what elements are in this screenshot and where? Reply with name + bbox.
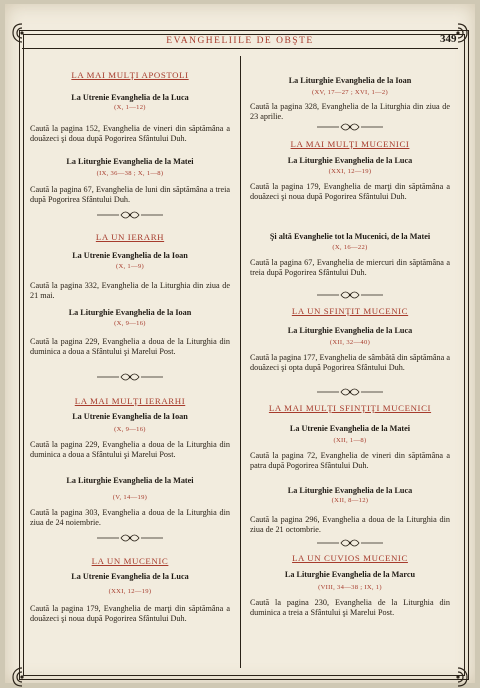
reading-heading: La Liturghie Evanghelia de la Marcu	[284, 570, 416, 579]
floral-divider-icon	[250, 388, 450, 396]
reading-text: Caută la pagina 179, Evanghelia de marţi din săptămâna a douăzeci şi noua după Pogorirea Sfântului Duh.	[250, 182, 450, 201]
reading-text: Caută la pagina 67, Evanghelia de luni din săptămâna a treia după Pogorirea Sfântului Duh.	[30, 185, 230, 204]
floral-divider-icon	[30, 534, 230, 542]
running-head: EVANGHELIILE DE OBŞTE	[166, 36, 314, 46]
reading-heading: La Liturghie Evanghelia de la Luca	[287, 486, 413, 495]
scripture-reference: (IX, 36—38 ; X, 1—8)	[96, 170, 164, 177]
reading-text: Caută la pagina 177, Evanghelia de sâmbătă din săptămâna a douăzeci şi opta după Pogorirea Sfântului Duh.	[250, 353, 450, 372]
corner-flourish-icon	[447, 666, 469, 688]
reading-text: Caută la pagina 229, Evanghelia a doua de la Liturghia din duminica a doua a Sfântului şi Marelui Post.	[30, 337, 230, 356]
reading-heading: La Liturghie Evanghelia de la Matei	[66, 476, 194, 485]
scripture-reference: (VIII, 34—38 ; IX, 1)	[318, 584, 382, 591]
floral-divider-icon	[250, 539, 450, 547]
section-title: LA UN SFINŢIT MUCENIC	[291, 306, 409, 316]
section-title: LA UN IERARH	[95, 232, 165, 242]
header-rule	[22, 48, 458, 49]
reading-text: Caută la pagina 328, Evanghelia de la Liturghia din ziua de 23 aprilie.	[250, 102, 450, 121]
scripture-reference: (XII, 1—8)	[333, 437, 367, 444]
reading-heading: La Liturghie Evanghelia de la Ioan	[288, 76, 412, 85]
scripture-reference: (XII, 8—12)	[331, 497, 369, 504]
section-title: LA MAI MULŢI MUCENICI	[290, 139, 410, 149]
section-title: LA MAI MULŢI IERARHI	[74, 396, 186, 406]
reading-heading: La Liturghie Evanghelia de la Luca	[287, 156, 413, 165]
scripture-reference: (X, 1—12)	[114, 104, 146, 111]
reading-heading: La Utrenie Evanghelia de la Ioan	[72, 251, 188, 260]
floral-divider-icon	[30, 211, 230, 219]
floral-divider-icon	[30, 373, 230, 381]
scripture-reference: (X, 16—22)	[332, 244, 368, 251]
reading-heading: La Utrenie Evanghelia de la Luca	[71, 572, 189, 581]
page-number: 349	[440, 33, 457, 45]
reading-heading: La Utrenie Evanghelia de la Ioan	[72, 412, 188, 421]
reading-text: Caută la pagina 229, Evanghelia a doua de la Liturghia din duminica a doua a Sfântului şi Marelui Post.	[30, 440, 230, 459]
scripture-reference: (V, 14—19)	[112, 494, 148, 501]
reading-text: Caută la pagina 230, Evanghelia de la Liturghia din duminica a treia a Sfântului şi Marelui Post.	[250, 598, 450, 617]
reading-heading: La Liturghie Evanghelia de la Ioan	[68, 308, 192, 317]
scripture-reference: (XII, 32—40)	[329, 339, 371, 346]
reading-heading: La Liturghie Evanghelia de la Matei	[66, 157, 194, 166]
scripture-reference: (XXI, 12—19)	[108, 588, 152, 595]
scripture-reference: (XXI, 12—19)	[328, 168, 372, 175]
reading-text: Caută la pagina 332, Evanghelia de la Liturghia din ziua de 21 mai.	[30, 281, 230, 300]
reading-text: Caută la pagina 72, Evanghelia de vineri din săptămâna a patra după Pogorirea Sfântului Duh.	[250, 451, 450, 470]
floral-divider-icon	[250, 291, 450, 299]
section-title: LA UN MUCENIC	[91, 556, 169, 566]
reading-heading: La Utrenie Evanghelia de la Matei	[289, 424, 411, 433]
reading-heading: Şi altă Evanghelie tot la Mucenici, de la Matei	[269, 232, 431, 241]
scripture-reference: (X, 1—9)	[115, 263, 145, 270]
reading-text: Caută la pagina 179, Evanghelia de marţi din săptămâna a douăzeci şi noua după Pogorirea Sfântului Duh.	[30, 604, 230, 623]
floral-divider-icon	[250, 123, 450, 131]
scripture-reference: (XV, 17—27 ; XVI, 1—2)	[311, 89, 389, 96]
corner-flourish-icon	[11, 666, 33, 688]
section-title: LA UN CUVIOS MUCENIC	[292, 553, 408, 563]
reading-heading: La Liturghie Evanghelia de la Luca	[287, 326, 413, 335]
section-title: LA MAI MULŢI APOSTOLI	[71, 70, 189, 80]
reading-text: Caută la pagina 67, Evanghelia de miercuri din săptămâna a treia după Pogorirea Sfântului Duh.	[250, 258, 450, 277]
reading-heading: La Utrenie Evanghelia de la Luca	[71, 93, 189, 102]
reading-text: Caută la pagina 152, Evanghelia de vineri din săptămâna a douăzeci şi doua după Pogorirea Sfântului Duh.	[30, 124, 230, 143]
scripture-reference: (X, 9—16)	[114, 320, 146, 327]
scripture-reference: (X, 9—16)	[114, 426, 146, 433]
section-title: LA MAI MULŢI SFINŢIŢI MUCENICI	[268, 403, 432, 413]
column-divider	[240, 56, 241, 668]
reading-text: Caută la pagina 303, Evanghelia a doua de la Liturghia din ziua de 24 noiembrie.	[30, 508, 230, 527]
reading-text: Caută la pagina 296, Evanghelia a doua de la Liturghia din ziua de 21 octombrie.	[250, 515, 450, 534]
